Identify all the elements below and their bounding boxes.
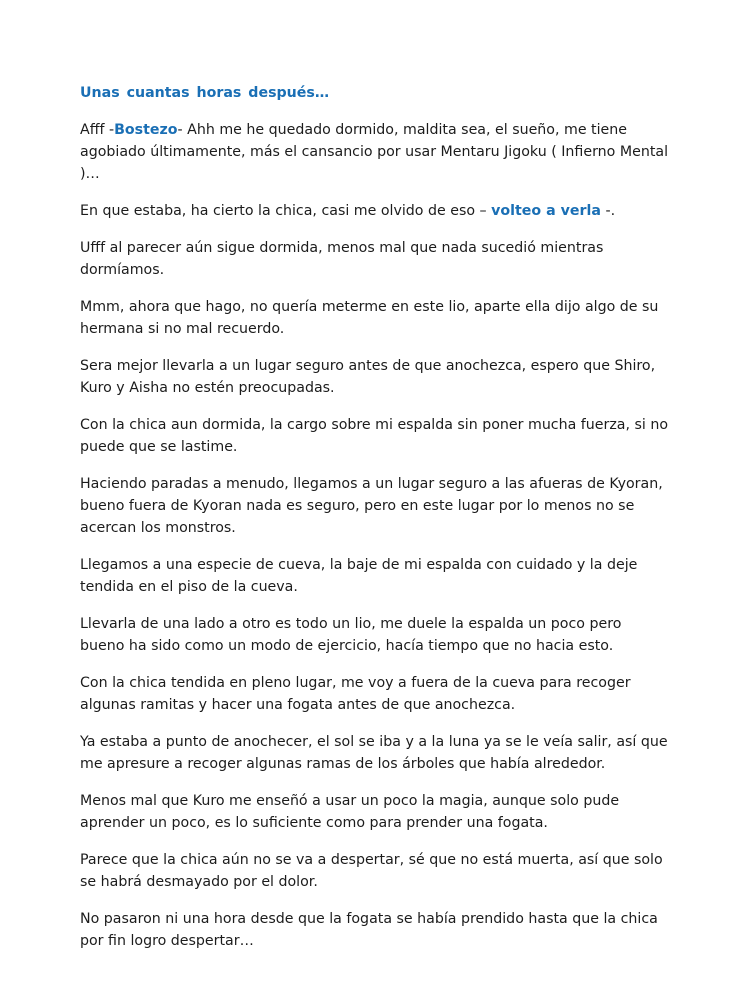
paragraph-1 — [80, 119, 670, 185]
paragraph-7: Haciendo paradas a menudo, llegamos a un lugar seguro a las afueras de Kyoran, bueno fuera de Kyoran nada es seguro, pero en este lugar por lo menos no se acercan los monstros. — [80, 476, 663, 536]
scene-heading: Unas cuantas horas después… — [80, 85, 330, 101]
paragraph-8: Llegamos a una especie de cueva, la baje de mi espalda con cuidado y la deje tendida en el piso de la cueva. — [80, 557, 638, 595]
paragraph-13: Parece que la chica aún no se va a despertar, sé que no está muerta, así que solo se habrá desmayado por el dolor. — [80, 852, 663, 890]
paragraph-1-action-bostezo: Bostezo — [114, 122, 178, 138]
paragraph-1-text-a: Afff - — [80, 122, 115, 138]
paragraph-10: Con la chica tendida en pleno lugar, me voy a fuera de la cueva para recoger algunas ramitas y hacer una fogata antes de que anochezca. — [80, 675, 631, 713]
paragraph-14: No pasaron ni una hora desde que la fogata se había prendido hasta que la chica por fin logro despertar… — [80, 911, 658, 949]
paragraph-3: Ufff al parecer aún sigue dormida, menos mal que nada sucedió mientras dormíamos. — [80, 240, 604, 278]
paragraph-2 — [80, 200, 670, 222]
paragraph-12: Menos mal que Kuro me enseñó a usar un poco la magia, aunque solo pude aprender un poco, es lo suficiente como para prender una fogata. — [80, 793, 620, 831]
paragraph-11: Ya estaba a punto de anochecer, el sol se iba y a la luna ya se le veía salir, así que me apresure a recoger algunas ramas de los árboles que había alrededor. — [80, 734, 668, 772]
paragraph-1-text-c: - Ahh me he quedado dormido, maldita sea, el sueño, me tiene agobiado últimamente, más el cansancio por usar Mentaru Jigoku ( Infierno Mental )… — [80, 122, 669, 182]
document-body — [80, 82, 670, 967]
paragraph-4: Mmm, ahora que hago, no quería meterme en este lio, aparte ella dijo algo de su hermana si no mal recuerdo. — [80, 299, 659, 337]
paragraph-2-action-volteo: volteo a verla — [491, 203, 601, 219]
paragraph-9: Llevarla de una lado a otro es todo un lio, me duele la espalda un poco pero bueno ha sido como un modo de ejercicio, hacía tiempo que no hacia esto. — [80, 616, 622, 654]
paragraph-5: Sera mejor llevarla a un lugar seguro antes de que anochezca, espero que Shiro, Kuro y Aisha no estén preocupadas. — [80, 358, 656, 396]
paragraph-2-text-c: -. — [600, 203, 616, 219]
paragraph-6: Con la chica aun dormida, la cargo sobre mi espalda sin poner mucha fuerza, si no puede que se lastime. — [80, 417, 669, 455]
paragraph-2-text-a: En que estaba, ha cierto la chica, casi me olvido de eso – — [80, 203, 492, 219]
